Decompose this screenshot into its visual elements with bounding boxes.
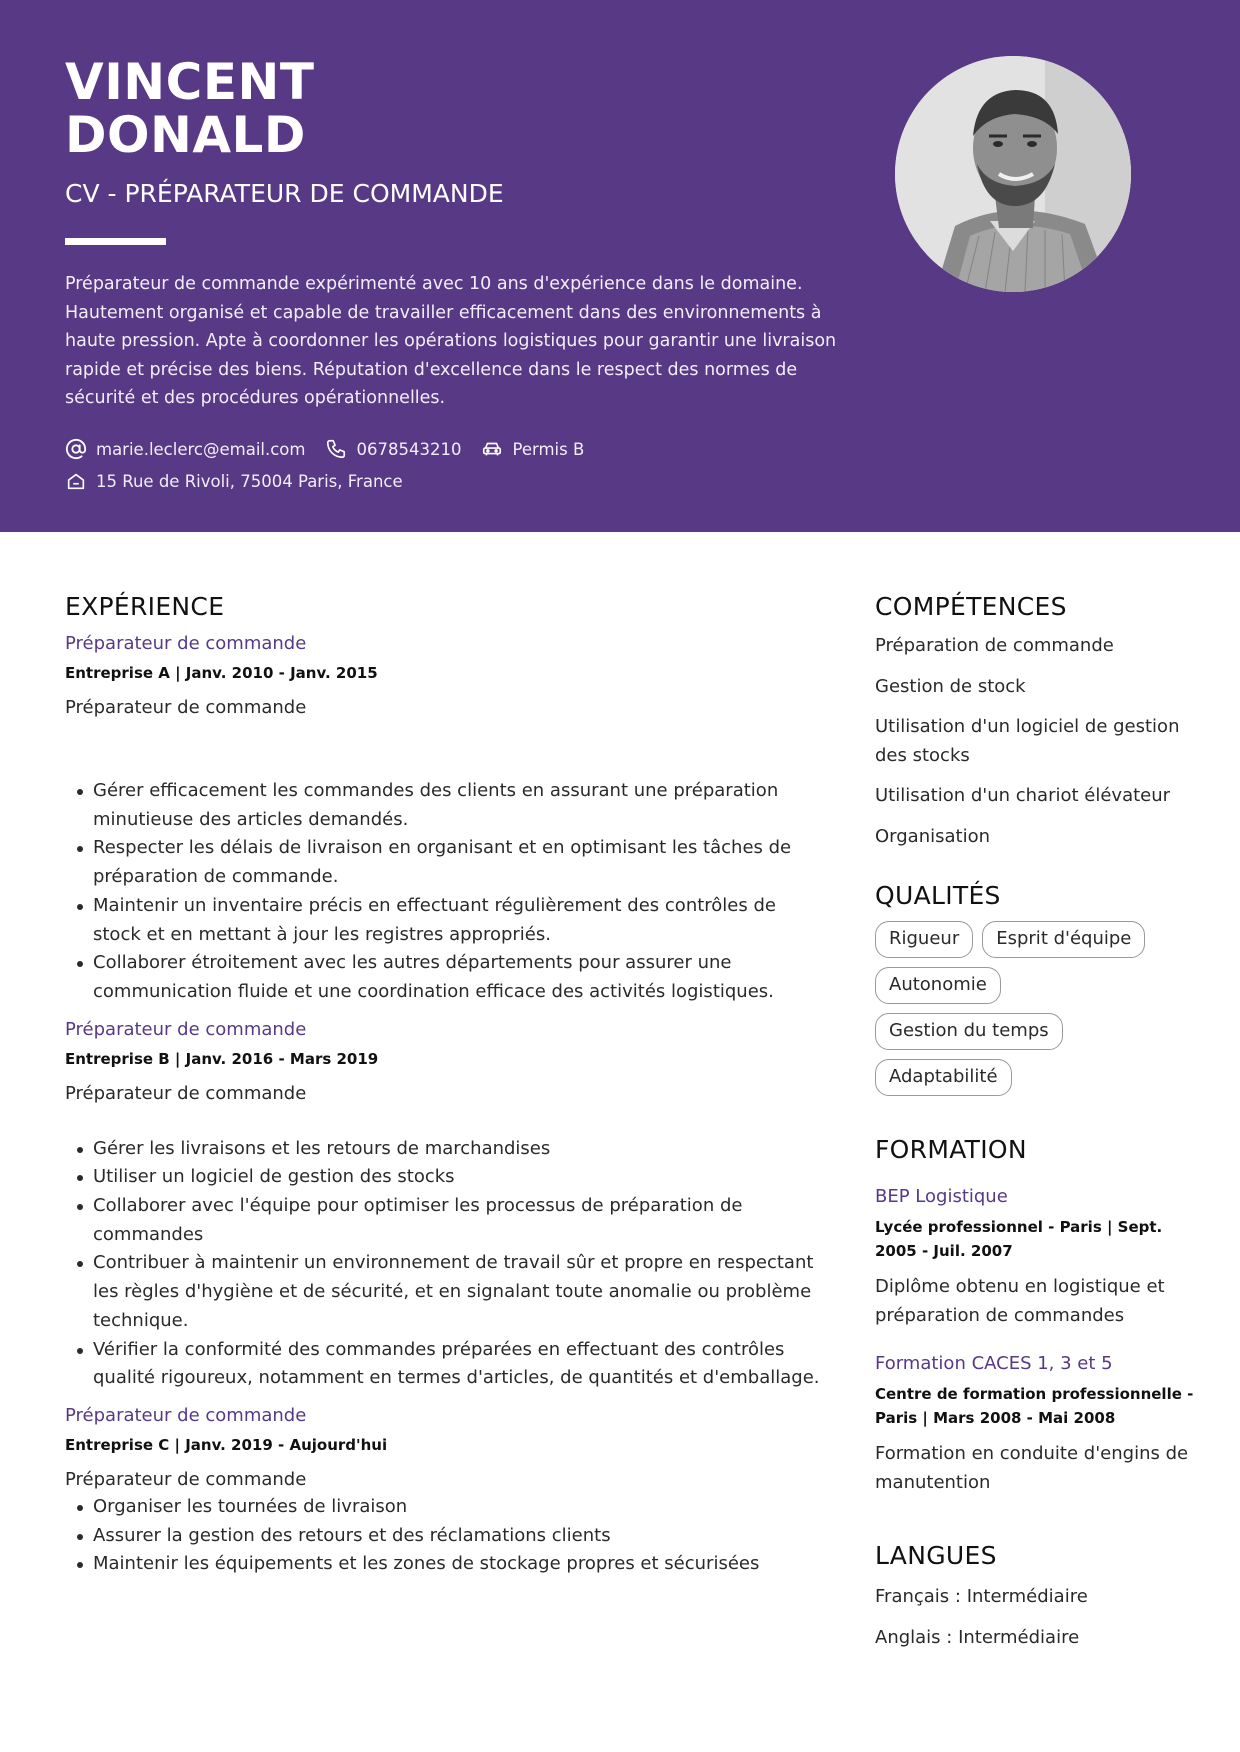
profile-summary: Préparateur de commande expérimenté avec 10 ans d'expérience dans le domaine. Hautement organisé et capable de travailler efficacement dans des environnements à haute pression. Apte à coordonner les opérations logistiques pour garantir une livraison rapide et précise des biens. Réputation d'excellence dans le respect des normes de sécurité et des procédures opérationnelles.	[65, 274, 837, 408]
address-text: 15 Rue de Rivoli, 75004 Paris, France	[96, 471, 403, 491]
education-degree: Formation CACES 1, 3 et 5	[875, 1353, 1113, 1374]
education-entry	[875, 1185, 1195, 1330]
header-banner	[0, 0, 1240, 532]
license-text: Permis B	[512, 439, 585, 459]
experience-section	[65, 592, 825, 1579]
bullet-item: Collaborer avec l'équipe pour optimiser les processus de préparation de commandes	[65, 1192, 825, 1249]
language-item: Français : Intermédiaire	[875, 1586, 1088, 1607]
cv-title: CV - PRÉPARATEUR DE COMMANDE	[65, 179, 504, 208]
languages-title: LANGUES	[875, 1541, 997, 1570]
bullet-item: Maintenir un inventaire précis en effectuant régulièrement des contrôles de stock et en mettant à jour les registres appropriés.	[65, 892, 825, 949]
job-description: Préparateur de commande	[65, 1468, 307, 1490]
bullet-item: Organiser les tournées de livraison	[65, 1493, 825, 1522]
job-role: Préparateur de commande	[65, 1018, 307, 1040]
job-bullets	[65, 777, 825, 1007]
education-meta: Lycée professionnel - Paris | Sept. 2005 - Juil. 2007	[875, 1218, 1163, 1260]
job-role: Préparateur de commande	[65, 633, 307, 654]
car-icon	[481, 438, 503, 460]
candidate-name	[65, 53, 315, 164]
skill-item: Utilisation d'un logiciel de gestion des stocks	[875, 716, 1180, 766]
job-bullets	[65, 1135, 825, 1393]
bullet-item: Gérer les livraisons et les retours de marchandises	[65, 1135, 825, 1164]
education-degree: BEP Logistique	[875, 1186, 1008, 1207]
phone-icon	[325, 438, 347, 460]
at-icon	[65, 438, 87, 460]
sidebar-column	[875, 592, 1195, 1664]
bullet-item: Respecter les délais de livraison en organisant et en optimisant les tâches de préparation de commande.	[65, 834, 825, 891]
bullet-item: Collaborer étroitement avec les autres départements pour assurer une communication fluide et une coordination efficace des activités logistiques.	[65, 949, 825, 1006]
first-name: VINCENT	[65, 53, 315, 111]
job-bullets	[65, 1493, 825, 1579]
contact-address	[65, 470, 403, 492]
profile-photo	[895, 56, 1131, 292]
education-description: Diplôme obtenu en logistique et préparation de commandes	[875, 1276, 1165, 1326]
skill-item: Utilisation d'un chariot élévateur	[875, 785, 1171, 806]
quality-chip: Gestion du temps	[875, 1013, 1063, 1050]
job-entry	[65, 1018, 825, 1393]
bullet-item: Utiliser un logiciel de gestion des stocks	[65, 1163, 825, 1192]
skill-item: Gestion de stock	[875, 675, 1026, 697]
quality-chip: Esprit d'équipe	[982, 921, 1145, 958]
education-entry	[875, 1352, 1195, 1497]
contact-row-address	[65, 470, 423, 492]
home-icon	[65, 470, 87, 492]
job-description: Préparateur de commande	[65, 697, 307, 718]
contact-email[interactable]	[65, 438, 305, 460]
education-description: Formation en conduite d'engins de manutention	[875, 1443, 1189, 1493]
bullet-item: Vérifier la conformité des commandes préparées en effectuant des contrôles qualité rigoureux, notamment en termes d'articles, de quantités et d'emballage.	[65, 1336, 825, 1393]
contact-license	[481, 438, 584, 460]
skill-item: Organisation	[875, 825, 991, 847]
bullet-item: Contribuer à maintenir un environnement de travail sûr et propre en respectant les règles d'hygiène et de sécurité, et en signalant toute anomalie ou problème technique.	[65, 1249, 825, 1335]
bullet-item: Gérer efficacement les commandes des clients en assurant une préparation minutieuse des articles demandés.	[65, 777, 825, 834]
job-meta: Entreprise B | Janv. 2016 - Mars 2019	[65, 1049, 379, 1068]
contact-phone[interactable]	[325, 438, 461, 460]
quality-chip: Rigueur	[875, 921, 973, 958]
job-meta: Entreprise C | Janv. 2019 - Aujourd'hui	[65, 1435, 388, 1454]
skill-item: Préparation de commande	[875, 635, 1114, 656]
email-text: marie.leclerc@email.com	[96, 439, 306, 459]
language-item: Anglais : Intermédiaire	[875, 1626, 1080, 1648]
job-entry	[65, 632, 825, 1007]
contact-row	[65, 438, 604, 460]
qualities-title: QUALITÉS	[875, 881, 1001, 910]
bullet-item: Maintenir les équipements et les zones de stockage propres et sécurisées	[65, 1550, 825, 1579]
job-description: Préparateur de commande	[65, 1082, 307, 1104]
education-meta: Centre de formation professionnelle - Paris | Mars 2008 - Mai 2008	[875, 1385, 1194, 1427]
quality-chip: Adaptabilité	[875, 1059, 1012, 1096]
job-meta: Entreprise A | Janv. 2010 - Janv. 2015	[65, 664, 378, 682]
skills-list	[875, 632, 1195, 851]
phone-text: 0678543210	[356, 439, 462, 459]
experience-title: EXPÉRIENCE	[65, 592, 225, 621]
quality-chip: Autonomie	[875, 967, 1001, 1004]
languages-list	[875, 1583, 1195, 1652]
education-title: FORMATION	[875, 1135, 1027, 1164]
job-role: Préparateur de commande	[65, 1404, 307, 1426]
title-underline	[65, 238, 166, 245]
job-entry	[65, 1404, 825, 1579]
bullet-item: Assurer la gestion des retours et des réclamations clients	[65, 1522, 825, 1551]
last-name: DONALD	[65, 106, 306, 164]
skills-title: COMPÉTENCES	[875, 592, 1067, 621]
qualities-list	[875, 921, 1175, 1105]
